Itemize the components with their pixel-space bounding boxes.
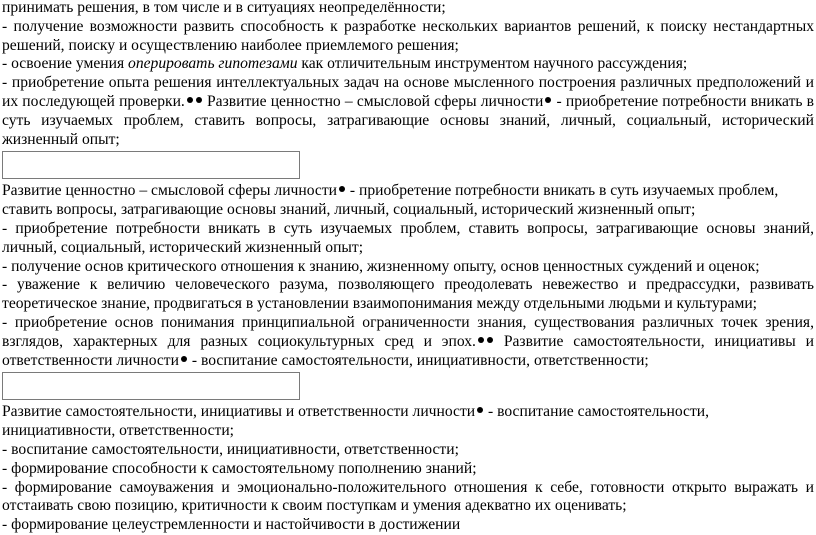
empty-frame-box bbox=[2, 151, 300, 179]
paragraph bbox=[2, 258, 814, 277]
text-line: как отличительным инструментом научного рассуждения; bbox=[297, 55, 688, 73]
section-heading: Развитие самостоятельности, инициативы и ответственности личности bbox=[2, 403, 476, 421]
text-line: - воспитание самостоятельности, инициативности, ответственности; bbox=[187, 351, 649, 369]
text-line: - уважение к величию человеческого разума, позволяющего преодолевать невежество и предрассудки, развивать теоретическое знание, продвигаться в установлении взаимопонимания между отдельными людьми и культурами; bbox=[2, 276, 814, 313]
bullet-dot-icon bbox=[478, 337, 484, 343]
paragraph bbox=[2, 479, 814, 517]
paragraph bbox=[2, 74, 814, 149]
paragraph bbox=[2, 182, 814, 220]
text-line: - приобретение потребности вникать в суть изучаемых проблем, ставить вопросы, затрагивающие основы знаний, личный, социальный, исторический жизненный опыт; bbox=[2, 182, 779, 219]
text-line: - получение основ критического отношения к знанию, жизненному опыту, основ ценностных суждений и оценок; bbox=[2, 257, 760, 275]
text-line: - формирование самоуважения и эмоционально-положительного отношения к себе, готовности открыто выражать и отстаивать свою позицию, критичности к своим поступкам и умения адекватно их оценивать; bbox=[2, 478, 814, 515]
bullet-dot-icon bbox=[477, 407, 483, 413]
paragraph bbox=[2, 441, 814, 460]
section-heading: Развитие ценностно – смысловой сферы личности bbox=[2, 182, 338, 200]
bullet-dot-icon bbox=[339, 186, 345, 192]
text-line: - приобретение опыта решения интеллектуальных задач на основе мысленного построения различных предположений и их последующей проверки. bbox=[2, 74, 814, 110]
text-line: - получение возможности развить способность к разработке нескольких вариантов решений, к поиску нестандартных решений, поиску и осуществлению наиболее приемлемого решения; bbox=[2, 17, 814, 54]
paragraph bbox=[2, 18, 814, 56]
paragraph bbox=[2, 276, 814, 314]
text-line: - формирование целеустремленности и настойчивости в достижении bbox=[2, 516, 461, 534]
bullet-dot-icon bbox=[487, 337, 493, 343]
text-line: Развитие ценностно – смысловой сферы личности bbox=[202, 92, 544, 110]
bullet-dot-icon bbox=[187, 97, 193, 103]
text-line: Развитие самостоятельности, инициативы и ответственности личности bbox=[2, 332, 814, 369]
paragraph bbox=[2, 403, 814, 441]
italic-term: оперировать гипотезами bbox=[128, 55, 298, 73]
document-body bbox=[2, 0, 814, 535]
bullet-dot-icon bbox=[545, 97, 551, 103]
text-line: - воспитание самостоятельности, инициативности, ответственности; bbox=[2, 403, 710, 440]
paragraph bbox=[2, 460, 814, 479]
text-line: - приобретение основ понимания принципиальной ограниченности знания, существования различных точек зрения, взглядов, характерных для разных социокультурных сред и эпох. bbox=[2, 313, 814, 350]
paragraph bbox=[2, 0, 814, 18]
paragraph bbox=[2, 55, 814, 74]
paragraph bbox=[2, 220, 814, 258]
text-line: - приобретение потребности вникать в суть изучаемых проблем, ставить вопросы, затрагивающие основы знаний, личный, социальный, исторический жизненный опыт; bbox=[2, 92, 815, 148]
text-line: - приобретение потребности вникать в суть изучаемых проблем, ставить вопросы, затрагивающие основы знаний, личный, социальный, исторический жизненный опыт; bbox=[2, 219, 814, 256]
paragraph bbox=[2, 314, 814, 370]
text-line: - освоение умения bbox=[2, 55, 129, 73]
text-line: - воспитание самостоятельности, инициативности, ответственности; bbox=[2, 440, 459, 458]
text-line: - формирование способности к самостоятельному пополнению знаний; bbox=[2, 459, 477, 477]
bullet-dot-icon bbox=[196, 97, 202, 103]
paragraph bbox=[2, 516, 814, 535]
empty-frame-box bbox=[2, 372, 300, 400]
bullet-dot-icon bbox=[181, 356, 187, 362]
text-line: принимать решения, в том числе и в ситуациях неопределённости; bbox=[2, 0, 446, 16]
